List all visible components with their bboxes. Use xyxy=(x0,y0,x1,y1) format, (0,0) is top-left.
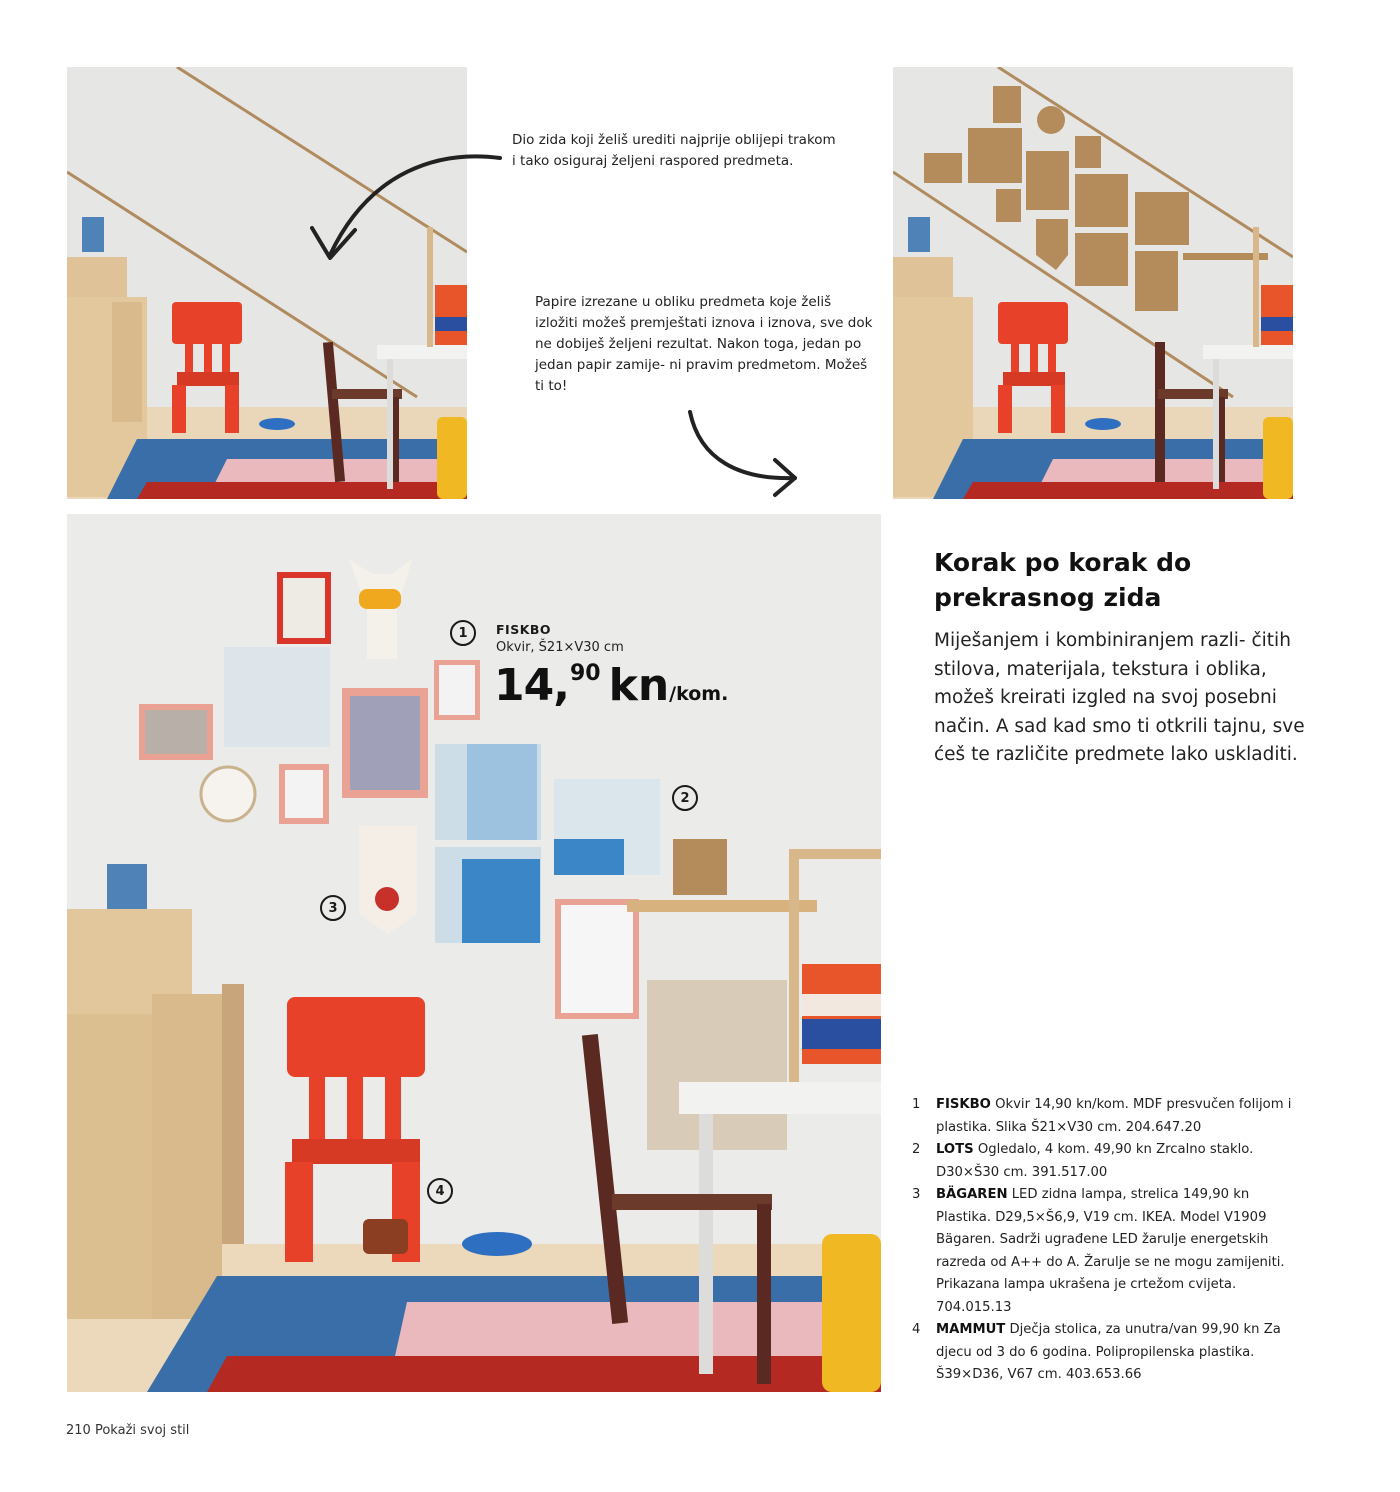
product-details: Okvir 14,90 kn/kom. MDF presvučen folijom i plastika. Slika Š21×V30 cm. 204.647.20 xyxy=(936,1097,1292,1135)
product-list-item xyxy=(912,1139,1302,1184)
section-title: Pokaži svoj stil xyxy=(94,1423,190,1438)
product-name: LOTS xyxy=(936,1142,974,1157)
product-list-item xyxy=(912,1094,1302,1139)
price-unit: /kom. xyxy=(669,683,729,705)
step-2-caption: Papire izrezane u obliku predmeta koje želiš izložiti možeš premještati iznova i iznova, sve dok ne dobiješ željeni rezultat. Nakon toga, jedan po jedan papir zamije- ni pravim predmetom. Možeš ti to! xyxy=(535,294,873,394)
product-list-item xyxy=(912,1184,1302,1319)
product-index: 1 xyxy=(912,1097,921,1112)
price-decimal: 90 xyxy=(569,661,601,686)
product-list-item xyxy=(912,1319,1302,1387)
product-details: Ogledalo, 4 kom. 49,90 kn Zrcalno staklo. D30×Š30 cm. 391.517.00 xyxy=(936,1142,1254,1180)
curved-arrow-icon xyxy=(300,140,510,270)
room-illustration-after xyxy=(893,67,1293,499)
photo-gallery-wall xyxy=(67,514,881,1392)
room-illustration-before xyxy=(67,67,467,499)
photo-wall-paper-templates xyxy=(893,67,1293,499)
callout-number-1: 1 xyxy=(450,620,476,646)
product-name: MAMMUT xyxy=(936,1322,1006,1337)
product-name: BÄGAREN xyxy=(936,1187,1008,1202)
product-index: 2 xyxy=(912,1142,921,1157)
product-name: FISKBO xyxy=(936,1097,991,1112)
price-currency: kn xyxy=(608,660,670,711)
page-number: 210 xyxy=(66,1423,91,1438)
photo-wall-taped xyxy=(67,67,467,499)
product-details: Dječja stolica, za unutra/van 99,90 kn Za djecu od 3 do 6 godina. Polipropilenska plastika. Š39×D36, V67 cm. 403.653.66 xyxy=(936,1322,1281,1382)
article-intro: Miješanjem i kombiniranjem razli- čitih stilova, materijala, tekstura i oblika, možeš kreirati izgled na svoj posebni način. A sad kad smo ti otkrili tajnu, sve ćeš te različite predmete lako uskladiti. xyxy=(934,630,1305,765)
price-whole: 14, xyxy=(494,660,569,711)
page-footer xyxy=(66,1423,189,1438)
callout-number-2: 2 xyxy=(672,785,698,811)
price-tag-description: Okvir, Š21×V30 cm xyxy=(496,640,624,655)
product-details: LED zidna lampa, strelica 149,90 kn Plastika. D29,5×Š6,9, V19 cm. IKEA. Model V1909 Bägaren. Sadrži ugrađene LED žarulje energetskih razreda od A++ do A. Žarulje se ne mogu zamijeniti. Prikazana lampa ukrašena je crtežom cvijeta. 704.015.13 xyxy=(936,1187,1285,1315)
product-list xyxy=(912,1094,1302,1387)
product-index: 3 xyxy=(912,1187,921,1202)
step-1-caption: Dio zida koji želiš urediti najprije oblijepi trakom i tako osiguraj željeni raspored predmeta. xyxy=(512,132,836,169)
callout-number-3: 3 xyxy=(320,895,346,921)
curved-arrow-right-icon xyxy=(680,400,810,500)
room-illustration-main xyxy=(67,514,881,1392)
article-heading: Korak po korak do prekrasnog zida xyxy=(934,548,1192,612)
price-tag-price xyxy=(494,660,728,711)
product-index: 4 xyxy=(912,1322,921,1337)
callout-number-4: 4 xyxy=(427,1178,453,1204)
price-tag-product-name: FISKBO xyxy=(496,622,552,637)
